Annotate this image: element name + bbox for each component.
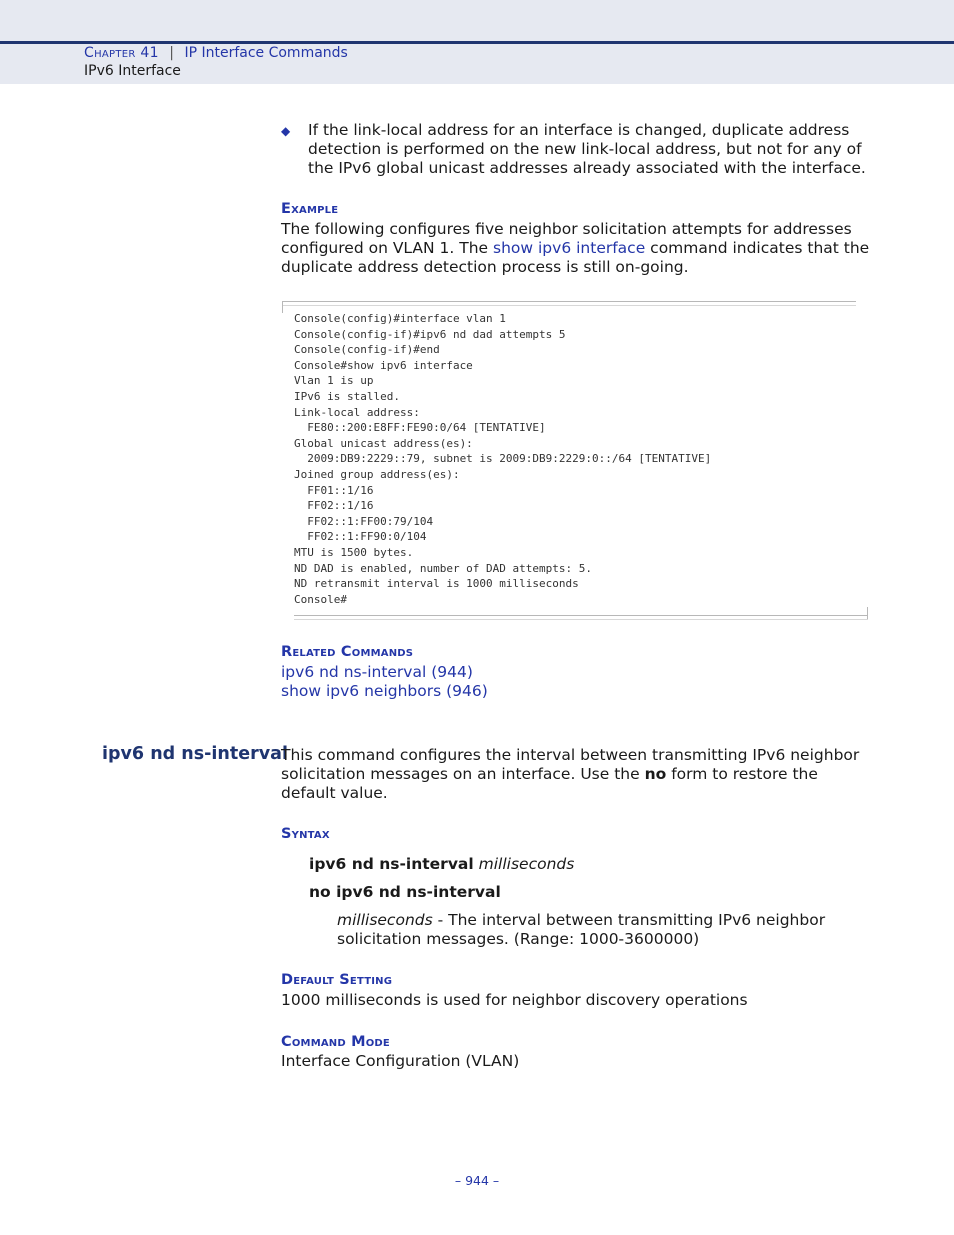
command-desc-after: form to restore the default value. xyxy=(281,765,818,802)
header-chapter-line xyxy=(84,45,348,61)
syntax-param-description xyxy=(337,911,857,949)
section-title: IPv6 Interface xyxy=(84,63,181,79)
code-box-top-border xyxy=(282,301,856,306)
syntax-command-1: ipv6 nd ns-interval xyxy=(309,855,474,873)
related-commands-heading: Related Commands xyxy=(281,644,414,660)
param-desc: - The interval between transmitting IPv6 neighbor solicitation messages. (Range: 1000-3600000) xyxy=(337,911,826,948)
example-heading: Example xyxy=(281,201,339,217)
show-ipv6-interface-link[interactable]: show ipv6 interface xyxy=(493,239,646,257)
diamond-bullet-icon: ◆ xyxy=(281,124,291,138)
code-box-left-border xyxy=(282,301,285,313)
syntax-heading: Syntax xyxy=(281,826,330,842)
chapter-label: Chapter 41 xyxy=(84,45,159,61)
command-title: ipv6 nd ns-interval xyxy=(102,744,288,764)
example-paragraph xyxy=(281,220,871,277)
code-box-right-border xyxy=(865,607,868,619)
syntax-command-2: no ipv6 nd ns-interval xyxy=(309,883,501,901)
header-rule xyxy=(0,41,954,44)
related-link-show-neighbors[interactable]: show ipv6 neighbors (946) xyxy=(281,682,488,700)
page-number: – 944 – xyxy=(454,1173,500,1188)
command-description xyxy=(281,746,871,803)
default-setting-text: 1000 milliseconds is used for neighbor discovery operations xyxy=(281,991,748,1009)
default-setting-heading: Default Setting xyxy=(281,972,393,988)
param-name: milliseconds xyxy=(337,911,433,929)
code-box-bottom-border xyxy=(294,615,868,620)
header-separator: | xyxy=(169,45,174,61)
syntax-param-1: milliseconds xyxy=(478,855,575,873)
chapter-title: IP Interface Commands xyxy=(184,45,348,61)
code-example-box xyxy=(282,301,868,619)
command-desc-before: This command configures the interval between transmitting IPv6 neighbor solicitation messages on an interface. Use the xyxy=(281,746,860,783)
syntax-line-1 xyxy=(309,855,574,874)
example-text-after: command indicates that the duplicate address detection process is still on-going. xyxy=(281,239,870,276)
command-mode-text: Interface Configuration (VLAN) xyxy=(281,1052,520,1070)
command-mode-heading: Command Mode xyxy=(281,1034,390,1050)
example-text-before: The following configures five neighbor solicitation attempts for addresses configured on VLAN 1. The xyxy=(281,220,852,257)
bullet-text: If the link-local address for an interface is changed, duplicate address detection is performed on the new link-local address, but not for any of the IPv6 global unicast addresses already associated with the interface. xyxy=(308,121,866,177)
syntax-line-2 xyxy=(309,883,501,902)
page-header xyxy=(0,0,954,84)
command-desc-bold: no xyxy=(644,765,667,783)
code-example: Console(config)#interface vlan 1 Console(config-if)#ipv6 nd dad attempts 5 Console(config-if)#end Console#show ipv6 interface Vlan 1 is up IPv6 is stalled. Link-local address: FE80::200:E8FF:FE90:0/64 [TENTATIVE] Global unicast address(es): 2009:DB9:2229::79, subnet is 2009:DB9:2229:0::/64 [TENTATIVE] Joined group address(es): FF01::1/16 FF02::1/16 FF02::1:FF00:79/104 FF02::1:FF90:0/104 MTU is 1500 bytes. ND DAD is enabled, number of DAD attempts: 5. ND retransmit interval is 1000 milliseconds Console# xyxy=(294,312,712,606)
bullet-item xyxy=(281,121,871,178)
related-link-ns-interval[interactable]: ipv6 nd ns-interval (944) xyxy=(281,663,473,681)
